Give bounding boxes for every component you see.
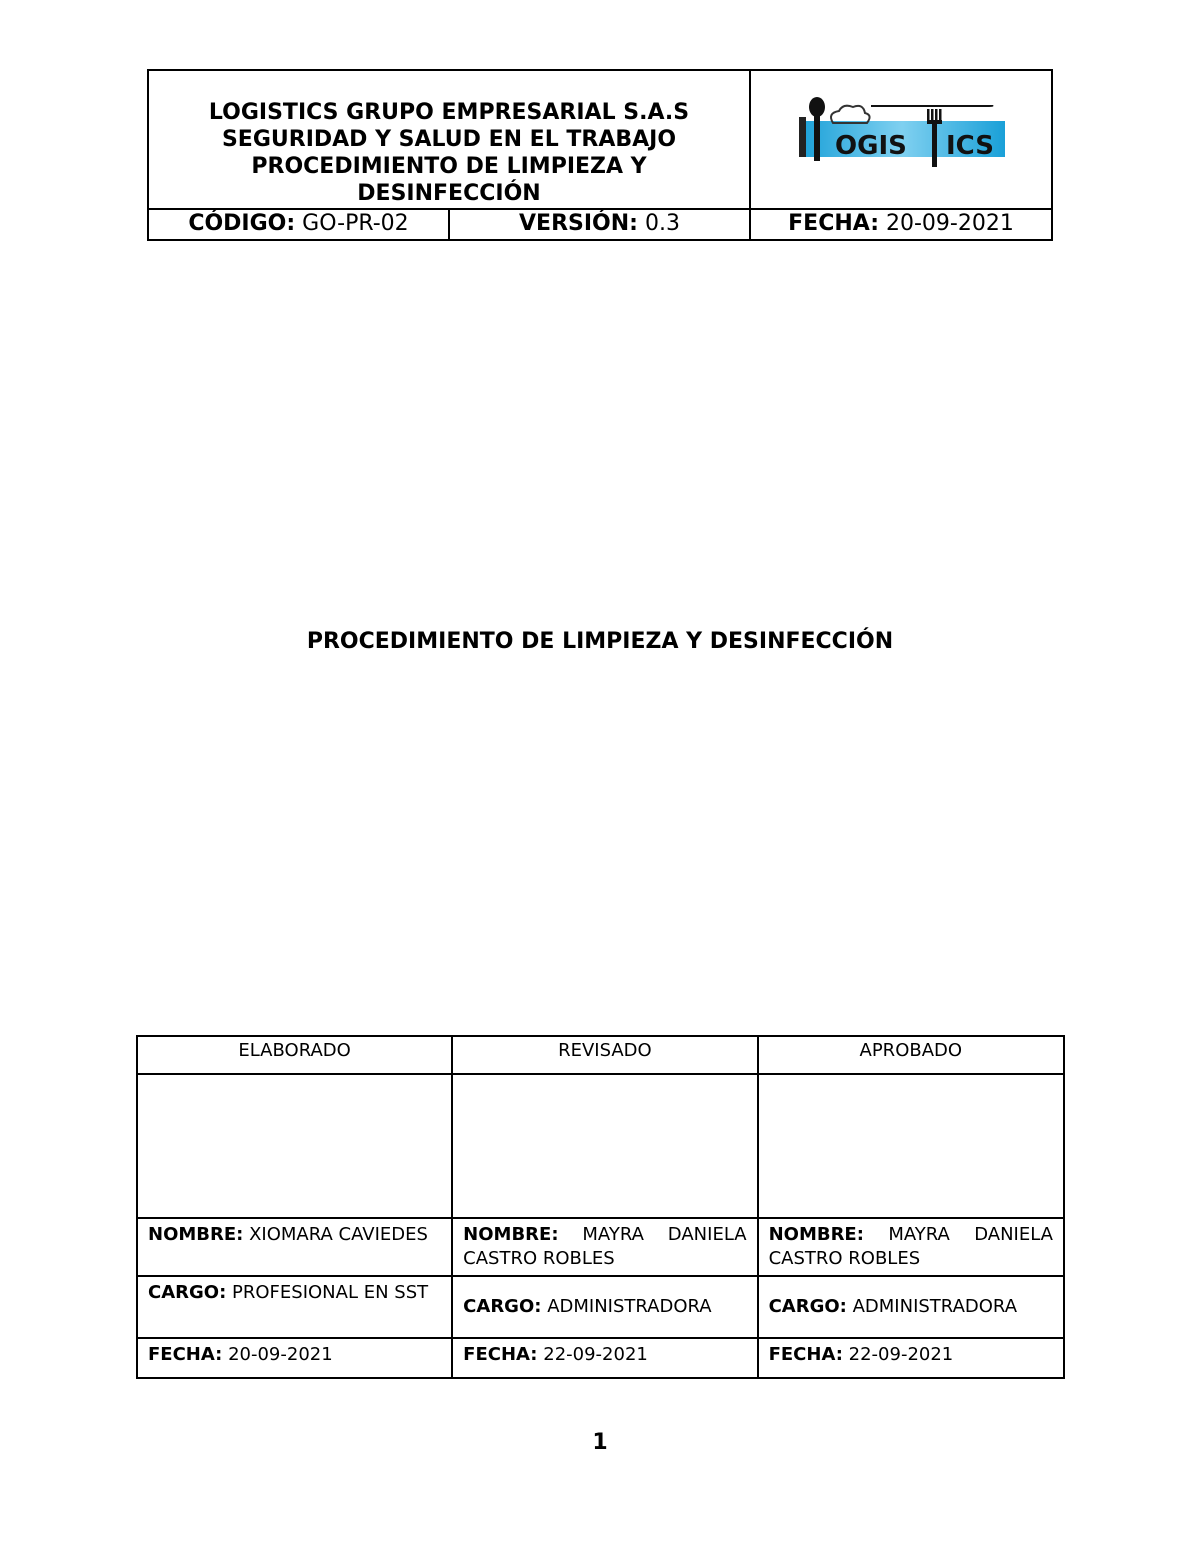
- header-meta-row: [149, 208, 1051, 241]
- logo-text-left: OGIS: [835, 131, 907, 161]
- chef-hat-icon: [831, 106, 870, 123]
- procedure-name-line1: PROCEDIMIENTO DE LIMPIEZA Y: [251, 154, 647, 179]
- name-cell: [452, 1218, 757, 1276]
- date-cell: [137, 1338, 452, 1378]
- role-label: CARGO:: [768, 1296, 847, 1317]
- role-cell: [137, 1276, 452, 1338]
- role-row: [137, 1276, 1064, 1338]
- company-name: LOGISTICS GRUPO EMPRESARIAL S.A.S: [208, 100, 690, 125]
- date-value: 22-09-2021: [848, 1344, 954, 1365]
- company-logo: [751, 71, 1051, 208]
- signature-row: [137, 1074, 1064, 1218]
- department-name: SEGURIDAD Y SALUD EN EL TRABAJO: [221, 127, 677, 152]
- role-label: CARGO:: [463, 1296, 542, 1317]
- name-label: NOMBRE:: [768, 1224, 864, 1245]
- date-label: FECHA:: [788, 211, 879, 236]
- approval-table: [136, 1035, 1065, 1379]
- signature-cell: [452, 1074, 757, 1218]
- approval-header-row: [137, 1036, 1064, 1074]
- code-cell: [149, 210, 450, 241]
- date-label: FECHA:: [768, 1344, 843, 1365]
- code-label: CÓDIGO:: [188, 211, 296, 236]
- role-value: ADMINISTRADORA: [547, 1296, 712, 1317]
- logo-text-right: ICS: [946, 131, 994, 161]
- elaborado-heading: ELABORADO: [137, 1036, 452, 1074]
- signature-cell: [137, 1074, 452, 1218]
- version-label: VERSIÓN:: [519, 211, 638, 236]
- name-value: MAYRA DANIELA CASTRO ROBLES: [463, 1224, 747, 1269]
- role-value: PROFESIONAL EN SST: [232, 1282, 429, 1303]
- name-value: MAYRA DANIELA CASTRO ROBLES: [768, 1224, 1053, 1269]
- page-number: 1: [592, 1430, 608, 1455]
- aprobado-heading: APROBADO: [758, 1036, 1064, 1074]
- date-cell: [452, 1338, 757, 1378]
- header-title-cell: [149, 71, 751, 208]
- date-cell: [751, 210, 1051, 241]
- spoon-icon: [809, 97, 825, 117]
- version-value: 0.3: [644, 211, 680, 236]
- name-value: XIOMARA CAVIEDES: [249, 1224, 428, 1245]
- document-header: [147, 69, 1053, 241]
- page-title: PROCEDIMIENTO DE LIMPIEZA Y DESINFECCIÓN: [306, 629, 894, 654]
- revisado-heading: REVISADO: [452, 1036, 757, 1074]
- name-row: [137, 1218, 1064, 1276]
- role-label: CARGO:: [148, 1282, 227, 1303]
- date-value: 20-09-2021: [228, 1344, 333, 1365]
- name-label: NOMBRE:: [148, 1224, 244, 1245]
- date-value: 20-09-2021: [886, 211, 1014, 236]
- role-value: ADMINISTRADORA: [852, 1296, 1018, 1317]
- role-cell: [758, 1276, 1064, 1338]
- role-cell: [452, 1276, 757, 1338]
- date-value: 22-09-2021: [543, 1344, 648, 1365]
- name-cell: [758, 1218, 1064, 1276]
- signature-cell: [758, 1074, 1064, 1218]
- code-value: GO-PR-02: [302, 211, 409, 236]
- procedure-name-line2: DESINFECCIÓN: [357, 181, 541, 206]
- version-cell: [450, 210, 751, 241]
- name-label: NOMBRE:: [463, 1224, 559, 1245]
- date-label: FECHA:: [148, 1344, 223, 1365]
- name-cell: [137, 1218, 452, 1276]
- knife-icon: [871, 105, 994, 107]
- date-label: FECHA:: [463, 1344, 538, 1365]
- date-row: [137, 1338, 1064, 1378]
- date-cell: [758, 1338, 1064, 1378]
